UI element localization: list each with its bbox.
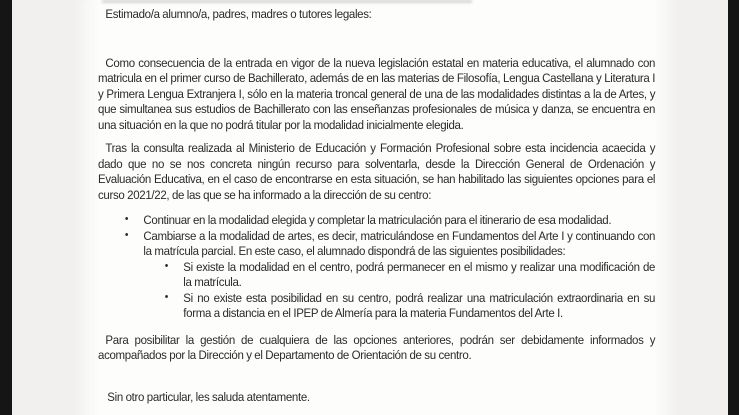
right-letterbox-bar: [728, 0, 739, 415]
sub-options-list: [98, 260, 655, 322]
option-item-change-to-arts: • Cambiarse a la modalidad de artes, es decir, matriculándose en Fundamentos del Arte I y continuando con la matrícula parcial. En este caso, el alumnado dispondrá de las siguientes posibilidades:: [98, 229, 655, 260]
document-page: [12, 0, 728, 415]
option-item-continue-modality: • Continuar en la modalidad elegida y completar la matriculación para el itinerario de esa modalidad.: [98, 213, 655, 229]
options-list: [98, 213, 655, 260]
paragraph-support-management: Para posibilitar la gestión de cualquiera de las opciones anteriores, podrán ser debidamente informados y acompañados por la Dirección y el Departamento de Orientación de su centro.: [98, 332, 656, 362]
paragraph-ministry-consultation: Tras la consulta realizada al Ministerio de Educación y Formación Profesional sobre esta incidencia acaecida y dado que no se nos concreta ningún recurso para solventarla, desde la Dirección General de Ordenación y Evaluación Educativa, en el caso de encontrarse en esta situación, se han habilitado las siguientes opciones para el curso 2021/22, de las que se ha informado a la dirección de su centro:: [98, 141, 656, 202]
sub-option-item-distance-enrolment: • Si no existe esta posibilidad en su centro, podrá realizar una matriculación extraordinaria en su forma a distancia en el IPEP de Almería para la materia Fundamentos del Arte I.: [98, 291, 655, 322]
cropped-line-artifact: [102, 0, 472, 3]
paragraph-new-legislation: Como consecuencia de la entrada en vigor de la nueva legislación estatal en materia educativa, el alumnado con matricula en el primer curso de Bachillerato, además de en las materias de Filosofía, Lengua Castellana y Literatura I y Primera Lengua Extranjera I, sólo en la materia troncal general de una de las modalidades distintas a la de Artes, y que simultanea sus estudios de Bachillerato con las enseñanzas profesionales de música y danza, se encuentra en una situación en la que no podrá titular por la modalidad inicialmente elegida.: [98, 55, 656, 132]
salutation: Estimado/a alumno/a, padres, madres o tutores legales:: [105, 7, 372, 21]
left-letterbox-bar: [0, 0, 12, 415]
letter-body: [98, 0, 655, 415]
sub-option-item-modality-exists: • Si existe la modalidad en el centro, podrá permanecer en el mismo y realizar una modificación de la matrícula.: [98, 260, 655, 291]
closing-line: Sin otro particular, les saluda atentamente.: [107, 389, 310, 404]
